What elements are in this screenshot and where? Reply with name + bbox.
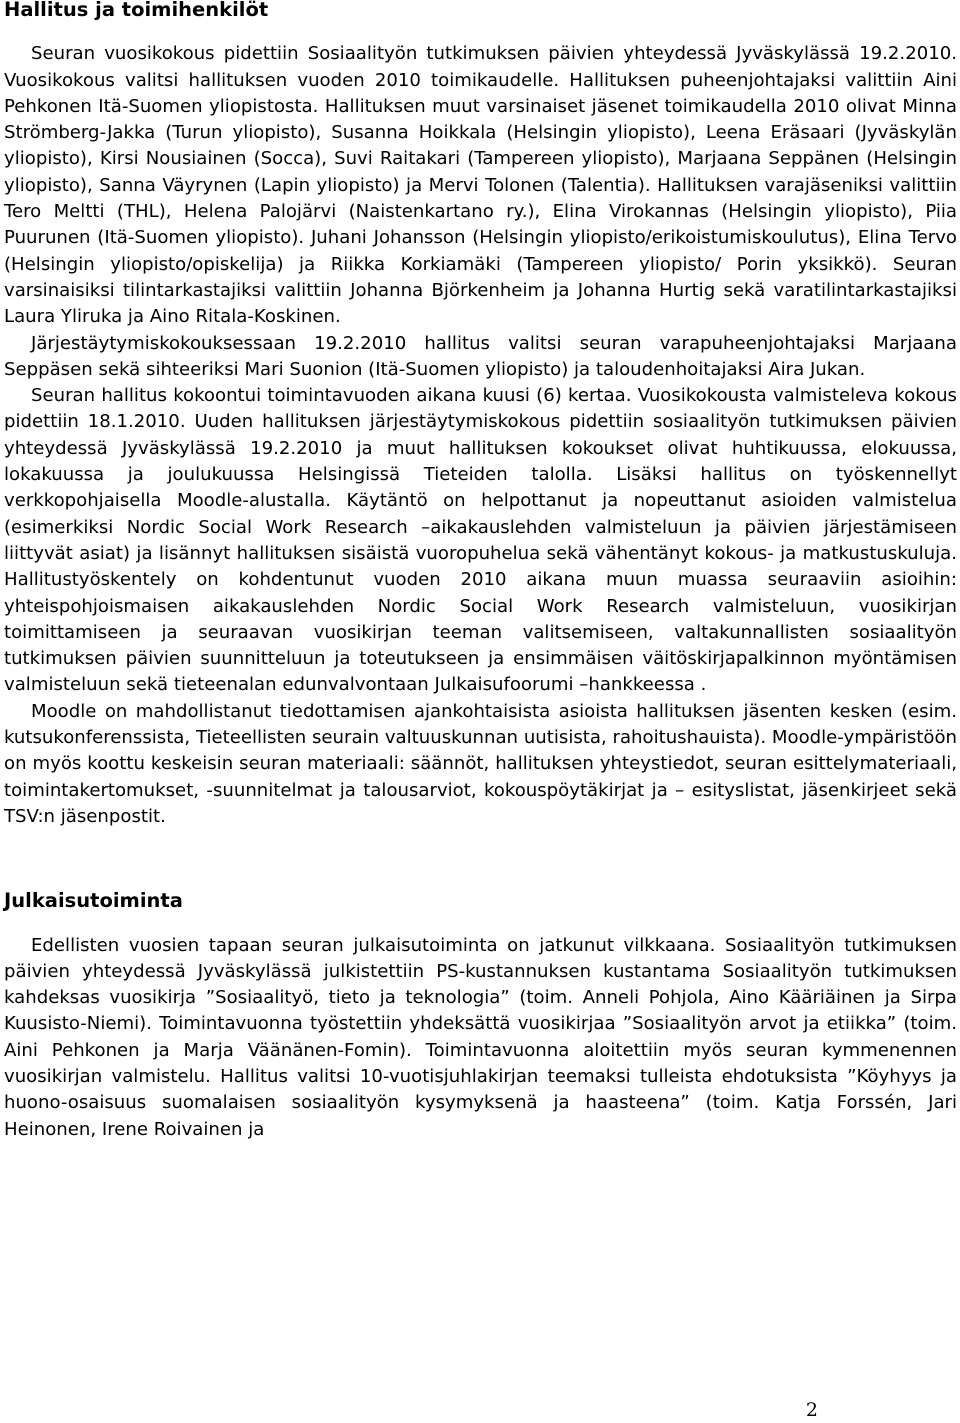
spacer — [4, 915, 957, 933]
section-heading-board: Hallitus ja toimihenkilöt — [4, 0, 269, 21]
spacer — [4, 830, 957, 888]
document-page — [4, 0, 957, 1143]
paragraph-annual-meeting: Seuran vuosikokous pidettiin Sosiaalityön tutkimuksen päivien yhteydessä Jyväskylässä 19.2.2010. Vuosikokous valitsi hallituksen vuoden 2010 toimikaudelle. Hallituksen puheenjohtajaksi valittiin Aini Pehkonen Itä-Suomen yliopistosta. Hallituksen muut varsinaiset jäsenet toimikaudella 2010 olivat Minna Strömberg-Jakka (Turun yliopisto), Susanna Hoikkala (Helsingin yliopisto), Leena Eräsaari (Jyväskylän yliopisto), Kirsi Nousiainen (Socca), Suvi Raitakari (Tampereen yliopisto), Marjaana Seppänen (Helsingin yliopisto), Sanna Väyrynen (Lapin yliopisto) ja Mervi Tolonen (Talentia). Hallituksen varajäseniksi valittiin Tero Meltti (THL), Helena Palojärvi (Naistenkartano ry.), Elina Virokannas (Helsingin yliopisto), Piia Puurunen (Itä-Suomen yliopisto). Juhani Johansson (Helsingin yliopisto/erikoistumiskoulutus), Elina Tervo (Helsingin yliopisto/opiskelija) ja Riikka Korkiamäki (Tampereen yliopisto/ Porin yksikkö). Seuran varsinaisiksi tilintarkastajiksi valittiin Johanna Björkenheim ja Johanna Hurtig sekä varatilintarkastajiksi Laura Yliruka ja Aino Ritala-Koskinen. — [4, 43, 957, 328]
paragraph-board-work: Seuran hallitus kokoontui toimintavuoden aikana kuusi (6) kertaa. Vuosikokousta valmisteleva kokous pidettiin 18.1.2010. Uuden hallituksen järjestäytymiskokous pidettiin sosiaalityön tutkimuksen päivien yhteydessä Jyväskylässä 19.2.2010 ja muut hallituksen kokoukset olivat huhtikuussa, elokuussa, lokakuussa ja joulukuussa Helsingissä Tieteiden talolla. Lisäksi hallitus on työskennellyt verkkopohjaisella Moodle-alustalla. Käytäntö on helpottanut ja nopeuttanut asioiden valmistelua (esimerkiksi Nordic Social Work Research –aikakauslehden valmisteluun ja päivien järjestämiseen liittyvät asiat) ja lisännyt hallituksen sisäistä vuoropuhelua sekä vähentänyt kokous- ja matkustuskuluja. Hallitustyöskentely on kohdentunut vuoden 2010 aikana muun muassa seuraaviin asioihin: yhteispohjoismaisen aikakauslehden Nordic Social Work Research valmisteluun, vuosikirjan toimittamiseen ja seuraavan vuosikirjan teeman valitsemiseen, valtakunnallisten sosiaalityön tutkimuksen päivien suunnitteluun ja toteutukseen ja ensimmäisen väitöskirjapalkinnon myöntämisen valmisteluun sekä tieteenalan edunvalvontaan Julkaisufoorumi –hankkeessa . — [4, 385, 957, 696]
paragraph-publications: Edellisten vuosien tapaan seuran julkaisutoiminta on jatkunut vilkkaana. Sosiaalityön tutkimuksen päivien yhteydessä Jyväskylässä julkistettiin PS-kustannuksen kustantama Sosiaalityön tutkimuksen kahdeksas vuosikirja ”Sosiaalityö, tieto ja teknologia” (toim. Anneli Pohjola, Aino Kääriäinen ja Sirpa Kuusisto-Niemi). Toimintavuonna työstettiin yhdeksättä vuosikirjaa ”Sosiaalityön arvot ja etiikka” (toim. Aini Pehkonen ja Marja Väänänen-Fomin). Toimintavuonna aloitettiin myös seuran kymmenennen vuosikirjan valmistelu. Hallitus valitsi 10-vuotisjuhlakirjan teemaksi tulleista ehdotuksista ”Köyhyys ja huono-osaisuus suomalaisen sosiaalityön kysymyksenä ja haasteena” (toim. Katja Forssén, Jari Heinonen, Irene Roivainen ja — [4, 934, 957, 1140]
paragraph-moodle: Moodle on mahdollistanut tiedottamisen ajankohtaisista asioista hallituksen jäsenten kesken (esim. kutsukonferenssista, Tieteellisten seurain valtuuskunnan uutisista, rahoitushauista). Moodle-ympäristöön on myös koottu keskeisin seuran materiaali: säännöt, hallituksen yhteystiedot, seuran esittelymateriaali, toimintakertomukset, -suunnitelmat ja talousarviot, kokouspöytäkirjat ja – esityslistat, jäsenkirjeet sekä TSV:n jäsenpostit. — [4, 700, 957, 827]
spacer — [4, 23, 957, 41]
section-heading-publications: Julkaisutoiminta — [4, 889, 183, 913]
page-number: 2 — [805, 1399, 818, 1421]
paragraph-organizing-meeting: Järjestäytymiskokouksessaan 19.2.2010 hallitus valitsi seuran varapuheenjohtajaksi Marjaana Seppäsen sekä sihteeriksi Mari Suonion (Itä-Suomen yliopisto) ja taloudenhoitajaksi Aira Jukan. — [4, 332, 957, 380]
